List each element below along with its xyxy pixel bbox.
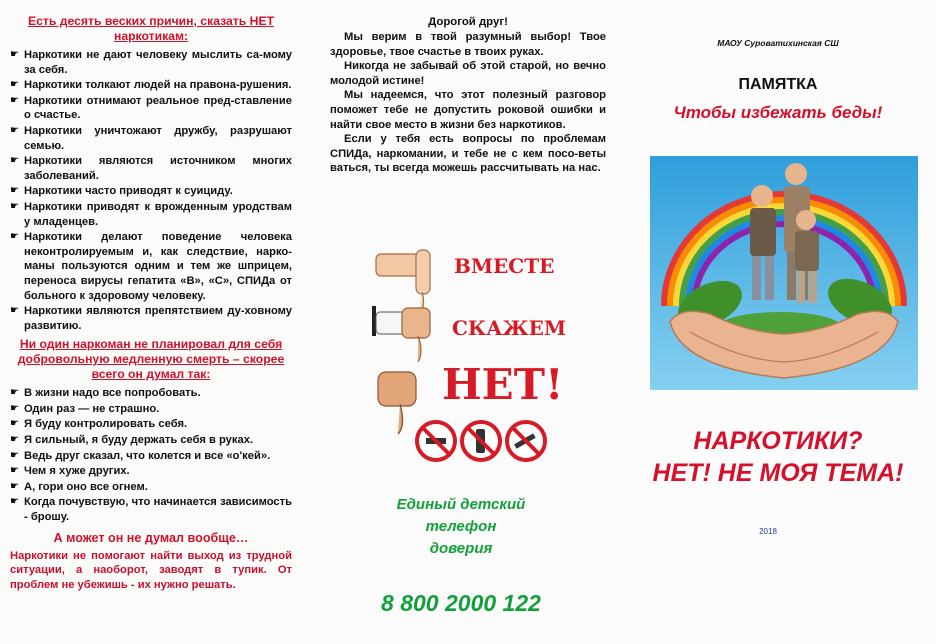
- pointing-hand-icon: ☛: [10, 402, 19, 414]
- thoughts-list: [10, 386, 292, 524]
- year: 2018: [759, 527, 777, 536]
- slogan-no: НЕТ!: [442, 360, 564, 409]
- thought-item-text: Я буду контролировать себя.: [24, 418, 188, 431]
- reason-item: [10, 94, 292, 123]
- memo-subtitle: Чтобы избежать беды!: [673, 103, 883, 122]
- pointing-hand-icon: ☛: [10, 496, 19, 508]
- pointing-hand-icon: ☛: [10, 200, 19, 212]
- reason-item-text: Наркотики не дают человеку мыслить са-мому за себя.: [24, 49, 292, 76]
- hotline-phone: 8 800 2000 122: [381, 590, 541, 616]
- pointing-hand-icon: ☛: [10, 124, 19, 136]
- reason-item: [10, 48, 292, 77]
- pointing-hand-icon: ☛: [10, 185, 19, 197]
- thumbs-down-icon: [378, 372, 416, 434]
- no-drugs-icon: [507, 422, 545, 460]
- thumbs-down-illustration: [372, 240, 462, 440]
- appeal-paragraph: Мы надеемся, что этот полезный разговор поможет тебе не допустить роковой ошибки и найти свое место в жизни без наркотиков.: [330, 89, 606, 131]
- slogan-together: ВМЕСТЕ: [454, 254, 555, 278]
- reason-item-text: Наркотики приводят к врожденным уродствам у младенцев.: [24, 200, 292, 228]
- memo-title: ПАМЯТКА: [738, 76, 818, 93]
- pointing-hand-icon: ☛: [10, 231, 19, 243]
- no-drinking-icon: [462, 422, 500, 460]
- reason-item: [10, 200, 292, 229]
- pointing-hand-icon: ☛: [10, 155, 19, 167]
- thought-item: [10, 402, 292, 417]
- thought-item: [10, 464, 292, 479]
- reasons-heading: Есть десять веских причин, сказать НЕТ наркотикам:: [27, 14, 275, 43]
- reason-item-text: Наркотики отнимают реальное пред-ставление о счастье.: [24, 94, 292, 122]
- reasons-list: [10, 48, 292, 333]
- pointing-hand-icon: ☛: [10, 434, 19, 446]
- appeal-text: [330, 30, 606, 176]
- school-name: МАОУ Суроватихинская СШ: [717, 38, 839, 48]
- slogan-say: СКАЖЕМ: [452, 316, 567, 340]
- reason-item-text: Наркотики толкают людей на правона-рушения.: [24, 79, 292, 92]
- thoughts-heading: Ни один наркоман не планировал для себя добровольную медленную смерть – скорее всего он думал так:: [17, 337, 285, 382]
- hotline-line-3: доверия: [429, 540, 493, 557]
- thumbs-down-icon: [376, 250, 430, 314]
- reason-item: [10, 78, 292, 93]
- right-panel: [620, 0, 936, 644]
- rainbow-hands-illustration: [650, 156, 918, 390]
- appeal-paragraph: Если у тебя есть вопросы по проблемам СПИДа, наркомании, и тебе не с кем посо-веты ваться, ты всегда можешь рассчитывать на нас.: [330, 133, 606, 175]
- thumbs-down-icon: [372, 306, 430, 362]
- reason-item-text: Наркотики уничтожают дружбу, разрушают семью.: [24, 124, 292, 152]
- hotline-line-2: телефон: [425, 518, 497, 535]
- pointing-hand-icon: ☛: [10, 449, 19, 461]
- reason-item-text: Наркотики являются источником многих заболеваний.: [24, 155, 292, 182]
- pointing-hand-icon: ☛: [10, 387, 19, 399]
- main-title-line-1: НАРКОТИКИ?: [693, 427, 863, 455]
- thought-item-text: Чем я хуже других.: [24, 465, 130, 478]
- pointing-hand-icon: ☛: [10, 79, 19, 91]
- appeal-paragraph: Никогда не забывай об этой старой, но вечно молодой истине!: [330, 60, 606, 87]
- thought-item-text: А, гори оно все огнем.: [24, 480, 148, 493]
- thought-item: [10, 433, 292, 448]
- reason-item: [10, 154, 292, 183]
- reason-item: [10, 184, 292, 199]
- pointing-hand-icon: ☛: [10, 418, 19, 430]
- thought-item-text: Ведь друг сказал, что колется и все «о'кей».: [24, 449, 271, 462]
- thought-item: [10, 495, 292, 524]
- pointing-hand-icon: ☛: [10, 305, 19, 317]
- hotline-line-1: Единый детский: [396, 496, 526, 513]
- pointing-hand-icon: ☛: [10, 480, 19, 492]
- thought-item: [10, 480, 292, 495]
- reason-item-text: Наркотики делают поведение человека неконтролируемым и, как следствие, нарко-маны пользуются одним и тем же шприцем, переноса вирусы гепатита «В», «С», СПИДа от больного к здоровому человеку.: [24, 231, 292, 302]
- closing-text: Наркотики не помогают найти выход из трудной ситуации, а наоборот, заводят в тупик. От проблем не убежишь - их нужно решать.: [10, 549, 292, 592]
- pointing-hand-icon: ☛: [10, 94, 19, 106]
- thought-item-text: Когда почувствую, что начинается зависимость - брошу.: [24, 496, 292, 524]
- thought-item: [10, 417, 292, 432]
- reason-item: [10, 304, 292, 333]
- prohibition-signs: [414, 418, 548, 464]
- reason-item-text: Наркотики часто приводят к суициду.: [24, 185, 233, 198]
- thought-item-text: Я сильный, я буду держать себя в руках.: [24, 434, 254, 447]
- left-panel: [0, 0, 302, 644]
- thought-item: [10, 386, 292, 401]
- greeting: Дорогой друг!: [428, 16, 508, 28]
- main-title-line-2: НЕТ! НЕ МОЯ ТЕМА!: [652, 459, 904, 487]
- reason-item: [10, 230, 292, 303]
- thought-item-text: Один раз — не страшно.: [24, 402, 160, 415]
- thought-item: [10, 449, 292, 464]
- middle-panel: [302, 0, 620, 644]
- reason-item: [10, 124, 292, 153]
- subheading: А может он не думал вообще…: [53, 530, 249, 545]
- appeal-paragraph: Мы верим в твой разумный выбор! Твое здоровье, твое счастье в твоих руках.: [330, 31, 606, 58]
- thought-item-text: В жизни надо все попробовать.: [24, 387, 201, 400]
- no-smoking-icon: [417, 422, 455, 460]
- pointing-hand-icon: ☛: [10, 465, 19, 477]
- reason-item-text: Наркотики являются препятствием ду-ховному развитию.: [24, 305, 292, 332]
- pointing-hand-icon: ☛: [10, 49, 19, 60]
